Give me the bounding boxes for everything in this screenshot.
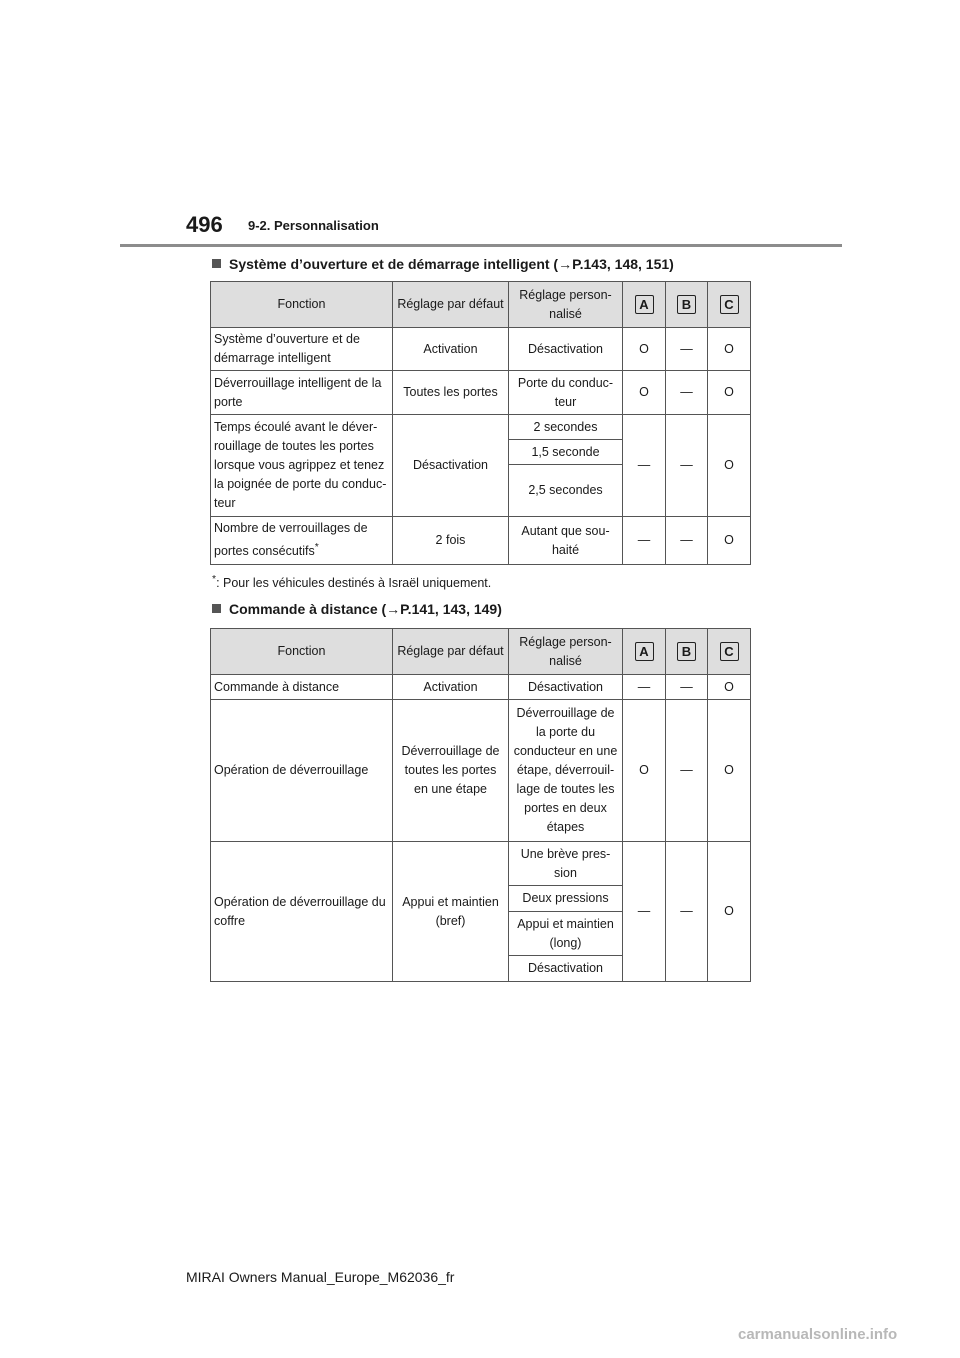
table-header-row	[211, 629, 751, 675]
cell-fonction: Commande à distance	[211, 675, 393, 700]
cell-c: O	[708, 371, 751, 415]
col-defaut: Réglage par défaut	[393, 282, 509, 328]
cell-fonction: Temps écoulé avant le déver-rouillage de toutes les portes lorsque vous agrippez et tenez la poignée de porte du conduc-teur	[211, 415, 393, 517]
section-title: 9-2. Personnalisation	[248, 218, 379, 233]
section1-heading-text: Système d’ouverture et de démarrage intelligent (→P.143, 148, 151)	[229, 256, 674, 272]
cell-a: O	[623, 700, 666, 842]
cell-c: O	[708, 415, 751, 517]
col-perso: Réglage person-nalisé	[509, 629, 623, 675]
footnote-text: : Pour les véhicules destinés à Israël uniquement.	[216, 576, 492, 591]
cell-fonction: Système d’ouverture et de démarrage intelligent	[211, 328, 393, 371]
table-row	[211, 842, 751, 886]
key-a-icon: A	[635, 295, 654, 314]
footnote-mark: *	[212, 574, 217, 585]
table-row	[211, 700, 751, 842]
col-c	[708, 282, 751, 328]
cell-b: —	[666, 842, 708, 982]
cell-perso-option: 2,5 secondes	[509, 465, 623, 517]
cell-a: O	[623, 328, 666, 371]
key-b-icon: B	[677, 642, 696, 661]
col-b	[666, 629, 708, 675]
section2-table	[210, 628, 751, 982]
cell-perso-option: 2 secondes	[509, 415, 623, 440]
header-divider	[120, 244, 842, 247]
cell-defaut: Appui et maintien (bref)	[393, 842, 509, 982]
cell-b: —	[666, 675, 708, 700]
cell-fonction-text: Nombre de verrouillages de portes consécutifs	[214, 521, 368, 559]
cell-defaut: Toutes les portes	[393, 371, 509, 415]
cell-c: O	[708, 700, 751, 842]
col-a	[623, 282, 666, 328]
page-number: 496	[186, 212, 223, 237]
col-b	[666, 282, 708, 328]
col-perso: Réglage person-nalisé	[509, 282, 623, 328]
footnote-mark: *	[314, 542, 319, 554]
col-fonction: Fonction	[211, 629, 393, 675]
cell-perso-option: 1,5 seconde	[509, 440, 623, 465]
cell-fonction: Opération de déverrouillage du coffre	[211, 842, 393, 982]
cell-defaut: Déverrouillage de toutes les portes en une étape	[393, 700, 509, 842]
col-a	[623, 629, 666, 675]
section2-heading-text: Commande à distance (→P.141, 143, 149)	[229, 601, 502, 617]
cell-c: O	[708, 842, 751, 982]
cell-c: O	[708, 675, 751, 700]
key-c-icon: C	[720, 295, 739, 314]
section2-heading	[212, 601, 502, 617]
watermark: carmanualsonline.info	[738, 1326, 898, 1343]
cell-perso: Déverrouillage de la porte du conducteur en une étape, déverrouil-lage de toutes les portes en deux étapes	[509, 700, 623, 842]
table-row	[211, 517, 751, 565]
cell-fonction	[211, 517, 393, 565]
col-c	[708, 629, 751, 675]
cell-fonction: Déverrouillage intelligent de la porte	[211, 371, 393, 415]
cell-b: —	[666, 328, 708, 371]
cell-perso-option: Désactivation	[509, 956, 623, 982]
section1-heading	[212, 256, 674, 272]
cell-perso-option: Appui et maintien (long)	[509, 912, 623, 956]
footer-text: MIRAI Owners Manual_Europe_M62036_fr	[186, 1269, 455, 1285]
key-b-icon: B	[677, 295, 696, 314]
square-bullet-icon	[212, 604, 221, 613]
cell-perso: Désactivation	[509, 675, 623, 700]
table-row	[211, 371, 751, 415]
cell-b: —	[666, 415, 708, 517]
cell-fonction: Opération de déverrouillage	[211, 700, 393, 842]
cell-perso: Porte du conduc-teur	[509, 371, 623, 415]
cell-perso-option: Deux pressions	[509, 886, 623, 912]
cell-b: —	[666, 371, 708, 415]
table-row	[211, 675, 751, 700]
cell-c: O	[708, 328, 751, 371]
cell-b: —	[666, 700, 708, 842]
cell-a: —	[623, 415, 666, 517]
section1-table	[210, 281, 751, 565]
cell-defaut: Désactivation	[393, 415, 509, 517]
cell-defaut: Activation	[393, 675, 509, 700]
cell-defaut: Activation	[393, 328, 509, 371]
table-row	[211, 328, 751, 371]
footnote	[212, 574, 491, 590]
col-fonction: Fonction	[211, 282, 393, 328]
cell-perso: Autant que sou-haité	[509, 517, 623, 565]
cell-a: O	[623, 371, 666, 415]
cell-c: O	[708, 517, 751, 565]
col-defaut: Réglage par défaut	[393, 629, 509, 675]
table-header-row	[211, 282, 751, 328]
cell-a: —	[623, 842, 666, 982]
cell-perso: Désactivation	[509, 328, 623, 371]
key-c-icon: C	[720, 642, 739, 661]
cell-defaut: 2 fois	[393, 517, 509, 565]
key-a-icon: A	[635, 642, 654, 661]
cell-a: —	[623, 517, 666, 565]
cell-a: —	[623, 675, 666, 700]
square-bullet-icon	[212, 259, 221, 268]
cell-perso-option: Une brève pres-sion	[509, 842, 623, 886]
cell-b: —	[666, 517, 708, 565]
table-row	[211, 415, 751, 440]
